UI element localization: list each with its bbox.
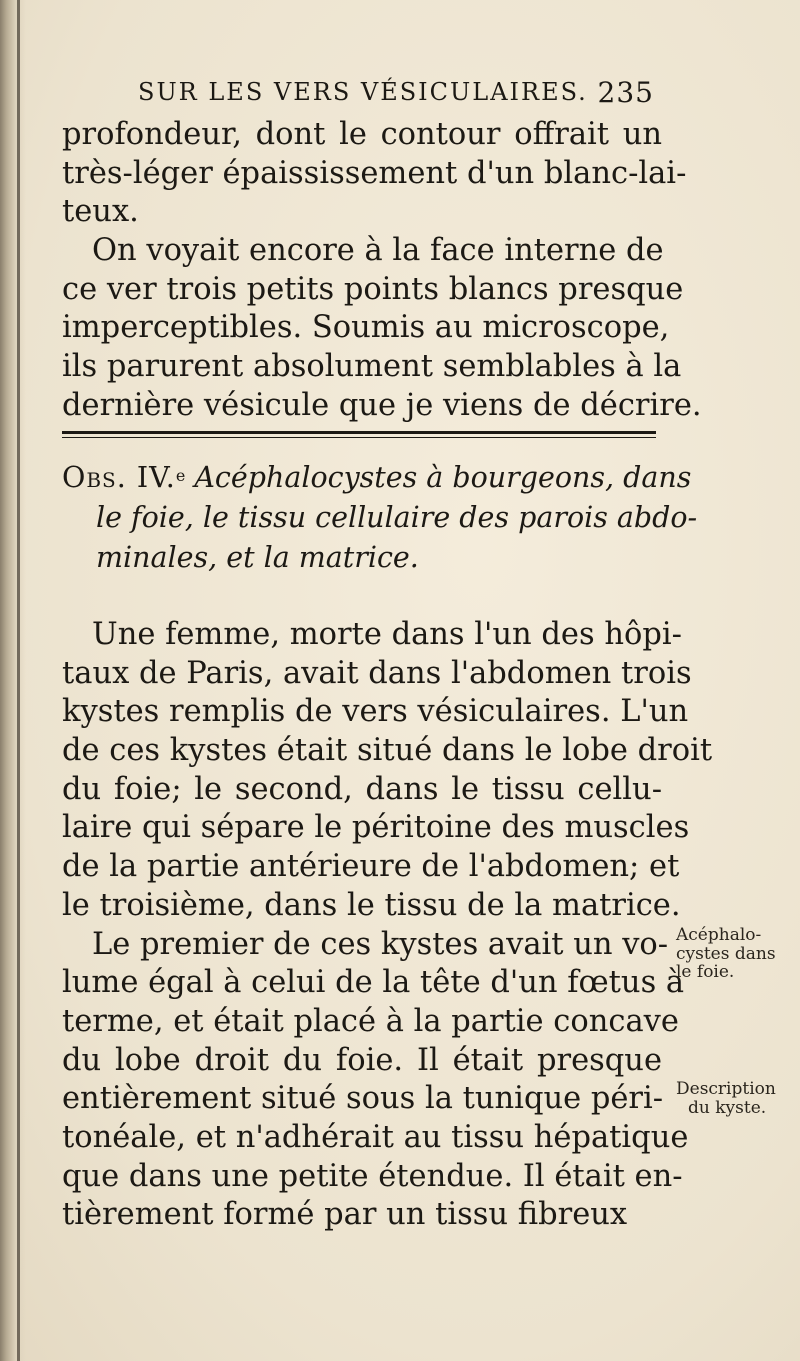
text-line: tièrement formé par un tissu fibreux [62, 1197, 628, 1233]
page-number: 235 [597, 76, 654, 109]
text-line: de la partie antérieure de l'abdomen; et [62, 849, 680, 885]
gutter-edge [17, 0, 20, 1361]
text-line: du foie; le second, dans le tissu cellu- [62, 771, 662, 807]
body-text-bottom [62, 616, 713, 1235]
text-line: de ces kystes était situé dans le lobe droit [62, 733, 713, 769]
section-rule [62, 431, 656, 438]
text-line: taux de Paris, avait dans l'abdomen trois [62, 655, 692, 691]
text-line: teux. [62, 194, 139, 230]
observation-title: Acéphalocystes à bourgeons, dans [194, 461, 692, 494]
text-line: laire qui sépare le péritoine des muscles [62, 810, 690, 846]
running-head-title: SUR LES VERS VÉSICULAIRES. [138, 78, 588, 106]
text-line: que dans une petite étendue. Il était en- [62, 1158, 683, 1194]
text-line: On voyait encore à la face interne de [92, 233, 664, 269]
text-line: kystes remplis de vers vésiculaires. L'un [62, 694, 689, 730]
text-line: le troisième, dans le tissu de la matrice. [62, 887, 681, 923]
page-gutter [0, 0, 26, 1361]
observation-label-sup: e [175, 466, 186, 485]
running-head [138, 76, 658, 109]
text-line: Le premier de ces kystes avait un vo- [92, 926, 669, 962]
observation-title-line: le foie, le tissu cellulaire des parois abdo- [96, 501, 698, 534]
text-line: terme, et était placé à la partie concave [62, 1003, 679, 1039]
text-line: très-léger épaississement d'un blanc-lai- [62, 155, 687, 191]
observation-label: Obs. IV. [62, 461, 176, 494]
text-line: tonéale, et n'adhérait au tissu hépatique [62, 1119, 689, 1155]
text-line: lume égal à celui de la tête d'un fœtus à [62, 965, 685, 1001]
text-line: ils parurent absolument semblables à la [62, 349, 682, 385]
text-line: Une femme, morte dans l'un des hôpi- [92, 617, 682, 652]
text-line: dernière vésicule que je viens de décrire. [62, 387, 702, 423]
observation-heading [62, 458, 698, 578]
text-line: imperceptibles. Soumis au microscope, [62, 310, 670, 346]
text-line: du lobe droit du foie. Il était presque [62, 1042, 662, 1078]
text-line: profondeur, dont le contour offrait un [62, 117, 662, 152]
text-line: entièrement situé sous la tunique péri- [62, 1081, 664, 1117]
text-line: ce ver trois petits points blancs presque [62, 271, 684, 307]
margin-note-acephalocystes: Acéphalo- cystes dans le foie. [676, 925, 776, 982]
margin-note-description: Description du kyste. [676, 1079, 776, 1118]
body-text-top [62, 116, 702, 426]
observation-title-line: minales, et la matrice. [96, 541, 419, 574]
